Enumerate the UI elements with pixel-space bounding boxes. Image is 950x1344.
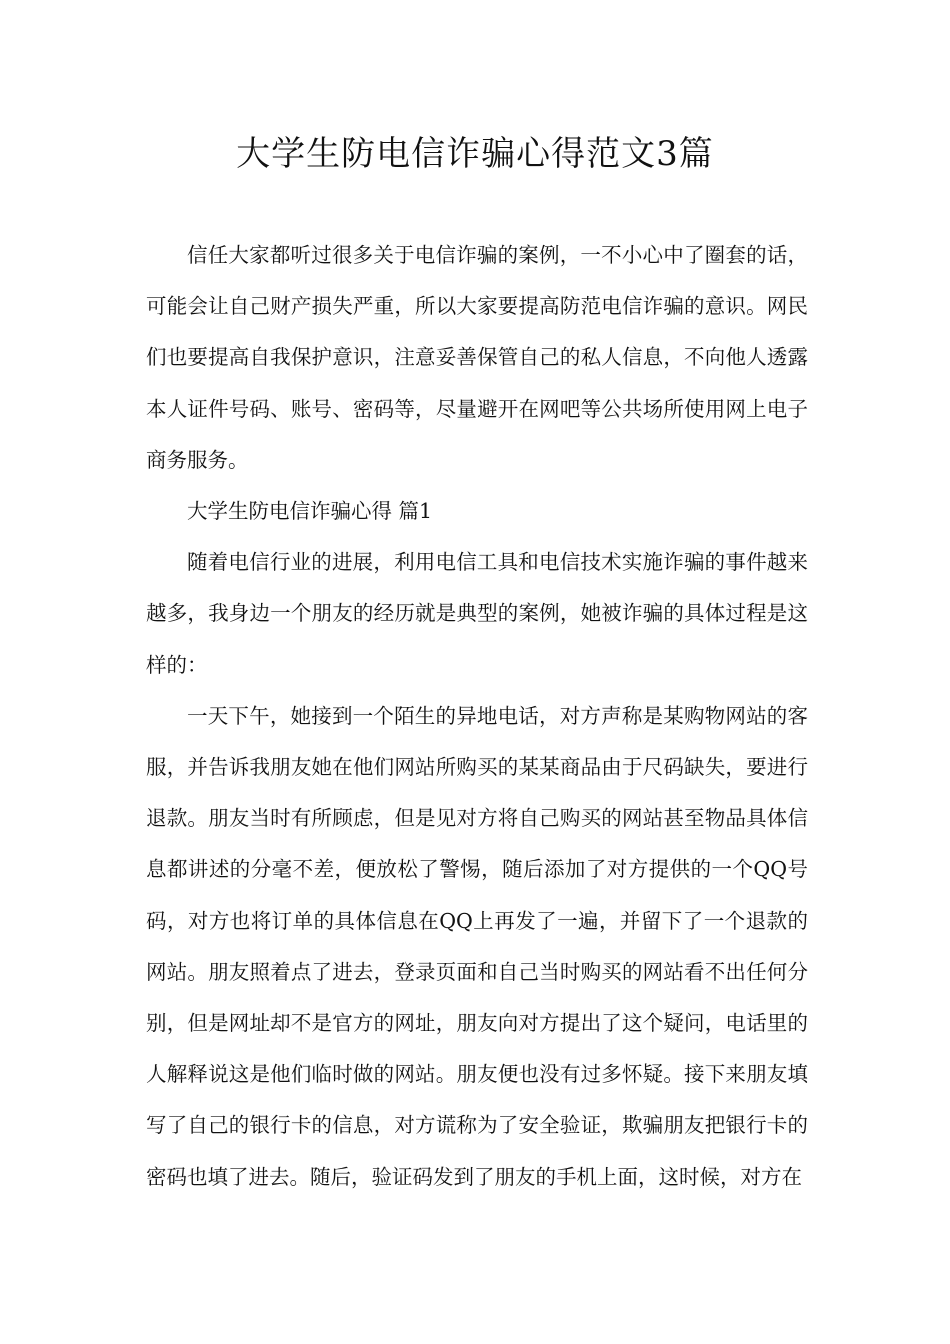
document-body (146, 230, 808, 1203)
document-title: 大学生防电信诈骗心得范文3篇 (236, 134, 714, 174)
section-heading: 大学生防电信诈骗心得 篇1 (187, 499, 433, 524)
body-paragraph: 随着电信行业的进展，利用电信工具和电信技术实施诈骗的事件越来越多，我身边一个朋友的经历就是典型的案例，她被诈骗的具体过程是这样的： (146, 550, 808, 677)
intro-paragraph: 信任大家都听过很多关于电信诈骗的案例，一不小心中了圈套的话，可能会让自己财产损失严重，所以大家要提高防范电信诈骗的意识。网民们也要提高自我保护意识，注意妥善保管自己的私人信息，不向他人透露本人证件号码、账号、密码等，尽量避开在网吧等公共场所使用网上电子商务服务。 (146, 243, 808, 472)
body-paragraph: 一天下午，她接到一个陌生的异地电话，对方声称是某购物网站的客服，并告诉我朋友她在他们网站所购买的某某商品由于尺码缺失，要进行退款。朋友当时有所顾虑，但是见对方将自己购买的网站甚至物品具体信息都讲述的分毫不差，便放松了警惕，随后添加了对方提供的一个QQ号码，对方也将订单的具体信息在QQ上再发了一遍，并留下了一个退款的网站。朋友照着点了进去，登录页面和自己当时购买的网站看不出任何分别，但是网址却不是官方的网址，朋友向对方提出了这个疑问，电话里的人解释说这是他们临时做的网站。朋友便也没有过多怀疑。接下来朋友填写了自己的银行卡的信息，对方谎称为了安全验证，欺骗朋友把银行卡的密码也填了进去。随后，验证码发到了朋友的手机上面，这时候，对方在 (146, 703, 808, 1189)
